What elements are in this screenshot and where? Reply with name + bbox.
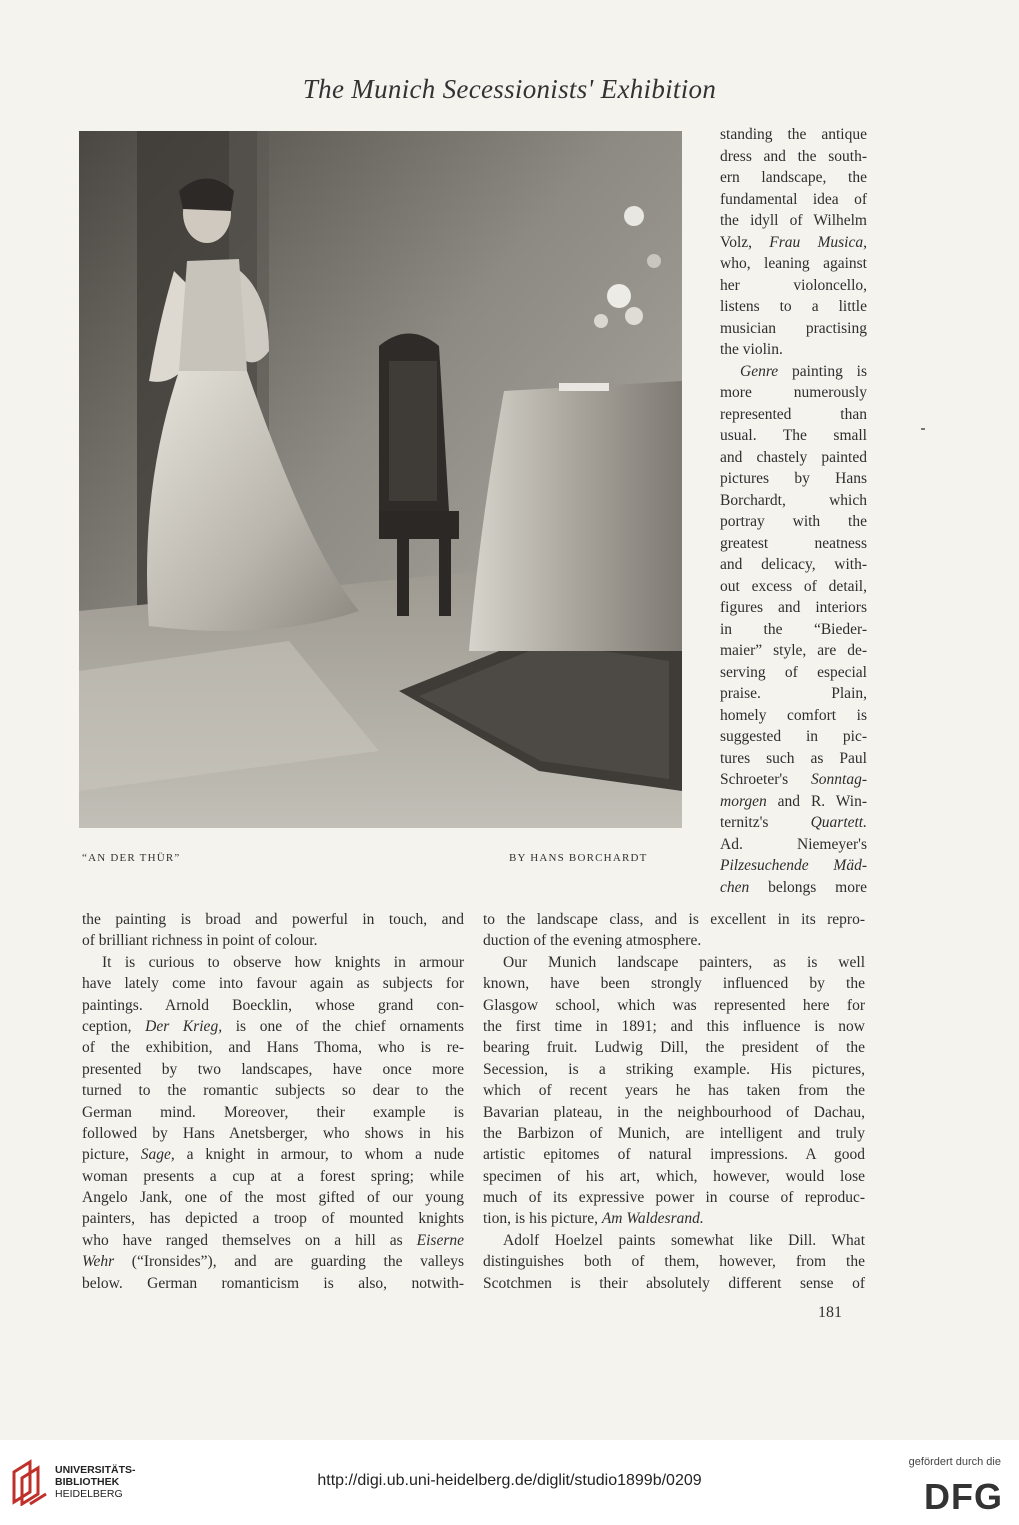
text-line: her violoncello, [720, 276, 867, 294]
italic-title: Der Krieg, [145, 1017, 223, 1035]
text-line: ern landscape, the [720, 169, 867, 186]
text-line: duction of the evening atmosphere. [483, 932, 702, 950]
scan-mark [921, 428, 925, 430]
source-url-link[interactable]: http://digi.ub.uni-heidelberg.de/diglit/studio1899b/0209 [317, 1472, 702, 1489]
text-line: usual. The small [720, 427, 867, 444]
text-line: in the “Bieder- [720, 620, 867, 638]
italic-title: Sonntag- [811, 771, 867, 788]
text-line: tures such as Paul [720, 749, 867, 767]
text-line: of the exhibition, and Hans Thoma, who is re- [82, 1039, 464, 1057]
text-line: the idyll of Wilhelm [720, 212, 867, 229]
text-line: much of its expressive power in course of reproduc- [483, 1189, 865, 1207]
text-line [720, 855, 867, 877]
text-line: specimen of his art, which, however, would lose [483, 1167, 865, 1185]
text-line: German mind. Moreover, their example is [82, 1103, 464, 1121]
text-line: distinguishes both of them, however, from the [483, 1253, 865, 1271]
text-line: tion, is his picture, Am Waldesrand. [483, 1210, 704, 1228]
text-line: presented by two landscapes, have once more [82, 1060, 464, 1078]
text-line: Bavarian plateau, in the neighbourhood of Dachau, [483, 1103, 865, 1121]
text-line: Adolf Hoelzel paints somewhat like Dill. What [503, 1231, 865, 1249]
text-line: Our Munich landscape painters, as is well [503, 953, 865, 971]
text-line: the first time in 1891; and this influence is now [483, 1017, 865, 1035]
text-line: greatest neatness [720, 534, 867, 552]
text-line: the Barbizon of Munich, are intelligent and truly [483, 1124, 865, 1142]
text-line: represented than [720, 405, 867, 423]
text-line: Volz, Frau Musica, [720, 233, 867, 251]
text-line: Scotchmen is their absolutely different sense of [483, 1274, 865, 1292]
page-number: 181 [818, 1304, 842, 1321]
text-line: artistic epitomes of natural impressions. A good [483, 1146, 865, 1164]
plate-caption-title: “AN DER THÜR” [82, 852, 181, 864]
illustration-plate [79, 131, 682, 828]
text-line: and chastely painted [720, 448, 867, 466]
text-line: who have ranged themselves on a hill as Eiserne [82, 1231, 464, 1249]
text-line: followed by Hans Anetsberger, who shows in his [82, 1124, 464, 1142]
text-line: paintings. Arnold Boecklin, whose grand con- [82, 996, 464, 1014]
italic-title: Quartett. [810, 814, 867, 831]
text-line: below. German romanticism is also, notwith- [82, 1274, 464, 1292]
italic-term: Genre [740, 362, 779, 380]
text-line: have lately come into favour again as subjects for [82, 975, 464, 993]
text-line: and delicacy, with- [720, 556, 867, 573]
text-line: portray with the [720, 513, 867, 530]
text-line: bearing fruit. Ludwig Dill, the president of the [483, 1039, 865, 1057]
text-line: ternitz's Quartett. [720, 814, 867, 831]
right-text-column [483, 909, 865, 1294]
text-line: which of recent years he has taken from the [483, 1082, 865, 1100]
text-line: musician practising [720, 319, 867, 337]
text-line: morgen and R. Win- [720, 792, 867, 810]
text-line: homely comfort is [720, 706, 867, 724]
running-title: The Munich Secessionists' Exhibition [302, 74, 717, 104]
funding-note: gefördert durch die [908, 1456, 1001, 1468]
text-line: who, leaning against [720, 255, 867, 272]
text-line: fundamental idea of [720, 190, 867, 208]
text-line: Glasgow school, which was represented here for [483, 996, 865, 1014]
text-line: to the landscape class, and is excellent in its repro- [483, 911, 865, 928]
text-line: praise. Plain, [720, 685, 867, 702]
italic-title: chen [720, 878, 750, 896]
text-line: out excess of detail, [720, 577, 867, 595]
text-line: dress and the south- [720, 147, 867, 165]
text-line: Wehr (“Ironsides”), and are guarding the valleys [82, 1253, 464, 1271]
text-line: Ad. Niemeyer's [720, 835, 867, 853]
text-line: figures and interiors [720, 599, 867, 616]
text-line: the painting is broad and powerful in touch, and [82, 911, 464, 928]
italic-title: Wehr [82, 1253, 115, 1271]
text-line: Angelo Jank, one of the most gifted of our young [82, 1189, 464, 1207]
text-line: Borchardt, which [720, 491, 867, 509]
italic-title: Frau Musica, [769, 233, 867, 251]
italic-title: Sage, [140, 1146, 175, 1164]
plate-caption-credit: BY HANS BORCHARDT [509, 852, 648, 864]
text-line: ception, Der Krieg, is one of the chief ornaments [82, 1017, 465, 1035]
text-line: standing the antique [720, 126, 867, 143]
text-line: serving of especial [720, 663, 867, 681]
text-line: listens to a little [720, 298, 867, 315]
side-text-column [720, 124, 867, 898]
text-line: Genre painting is [740, 362, 867, 380]
digitization-footer [0, 1440, 1019, 1525]
text-line: maier” style, are de- [720, 642, 867, 659]
text-line: Secession, is a striking example. His pictures, [483, 1060, 865, 1078]
text-line: It is curious to observe how knights in armour [102, 953, 464, 971]
text-line: more numerously [720, 384, 867, 401]
text-line: pictures by Hans [720, 470, 867, 487]
library-name: UNIVERSITÄTS- BIBLIOTHEK HEIDELBERG [55, 1464, 136, 1500]
painting-illustration [79, 131, 682, 828]
left-text-column [82, 909, 464, 1294]
dfg-logo: DFG [924, 1476, 1003, 1517]
text-line: chen belongs more [720, 878, 867, 896]
text-line: of brilliant richness in point of colour. [82, 932, 318, 950]
text-line: turned to the romantic subjects so dear to the [82, 1082, 464, 1100]
italic-title: Am Waldesrand. [601, 1210, 704, 1228]
italic-title: Pilzesuchende Mäd- [720, 857, 867, 874]
text-line: picture, Sage, a knight in armour, to whom a nude [82, 1146, 464, 1164]
text-line: the violin. [720, 341, 783, 358]
text-line: Schroeter's Sonntag- [720, 771, 867, 788]
italic-title: morgen [720, 792, 767, 810]
text-line: woman presents a cup at a forest spring; while [82, 1167, 464, 1185]
text-line: suggested in pic- [720, 728, 867, 745]
italic-title: Eiserne [416, 1231, 464, 1249]
text-line: painters, has depicted a troop of mounted knights [82, 1210, 464, 1228]
text-line: known, have been strongly influenced by the [483, 975, 865, 993]
